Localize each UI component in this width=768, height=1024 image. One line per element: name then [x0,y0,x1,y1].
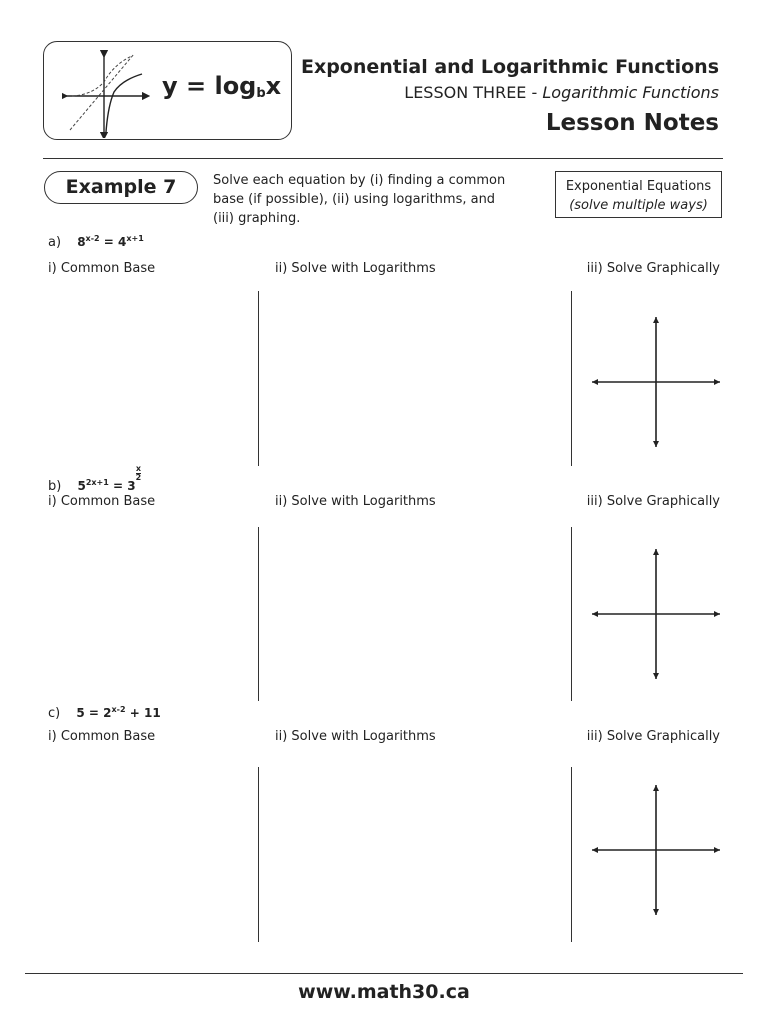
heading-logarithms: ii) Solve with Logarithms [275,261,436,276]
problem-c: c) 5 = 2$^{x-2}$ + 11 [48,705,161,721]
column-divider [571,291,572,466]
topic-box-title: Exponential Equations [565,179,712,194]
heading-graphically: iii) Solve Graphically [586,729,720,744]
logo-formula: $y = \log_bx$ [162,72,282,101]
header-divider [43,158,723,159]
column-divider [258,527,259,701]
log-graph-icon [62,46,162,138]
heading-common-base: i) Common Base [48,494,156,509]
heading-common-base: i) Common Base [48,729,156,744]
footer-divider [25,973,743,974]
topic-box [555,171,722,218]
topic-box-subtitle: (solve multiple ways) [569,198,708,213]
problem-b: b) $5^{2x+1} = 3$ $\frac{x}{2}$ [48,464,142,494]
heading-logarithms: ii) Solve with Logarithms [275,729,436,744]
column-divider [258,767,259,942]
example-label: Example 7 [44,171,198,204]
heading-common-base: i) Common Base [48,261,156,276]
problem-b-equation: $5^{2x+1} = 3$ $\frac{x}{2}$ [77,464,142,493]
heading-graphically: iii) Solve Graphically [586,261,720,276]
problem-c-equation: 5 = 2$^{x-2}$ + 11 [76,705,161,720]
column-divider [258,291,259,466]
lesson-notes-heading: Lesson Notes [545,110,719,136]
blank-axes-graph [588,545,726,683]
lesson-subtitle: LESSON THREE - Logarithmic Functions [404,83,719,102]
logo-box [43,41,292,140]
blank-axes-graph [588,313,726,451]
problem-a-equation: $8^{x-2} = 4^{x+1}$ [77,234,144,249]
heading-graphically: iii) Solve Graphically [586,494,720,509]
footer-url: www.math30.ca [298,981,470,1003]
heading-logarithms: ii) Solve with Logarithms [275,494,436,509]
blank-axes-graph [588,781,726,919]
problem-a: a) $8^{x-2} = 4^{x+1}$ [48,234,144,250]
page-title: Exponential and Logarithmic Functions [300,56,719,78]
column-divider [571,767,572,942]
column-divider [571,527,572,701]
instructions: Solve each equation by (i) finding a common base (if possible), (ii) using logarithms, and (iii) graphing. [213,173,506,226]
